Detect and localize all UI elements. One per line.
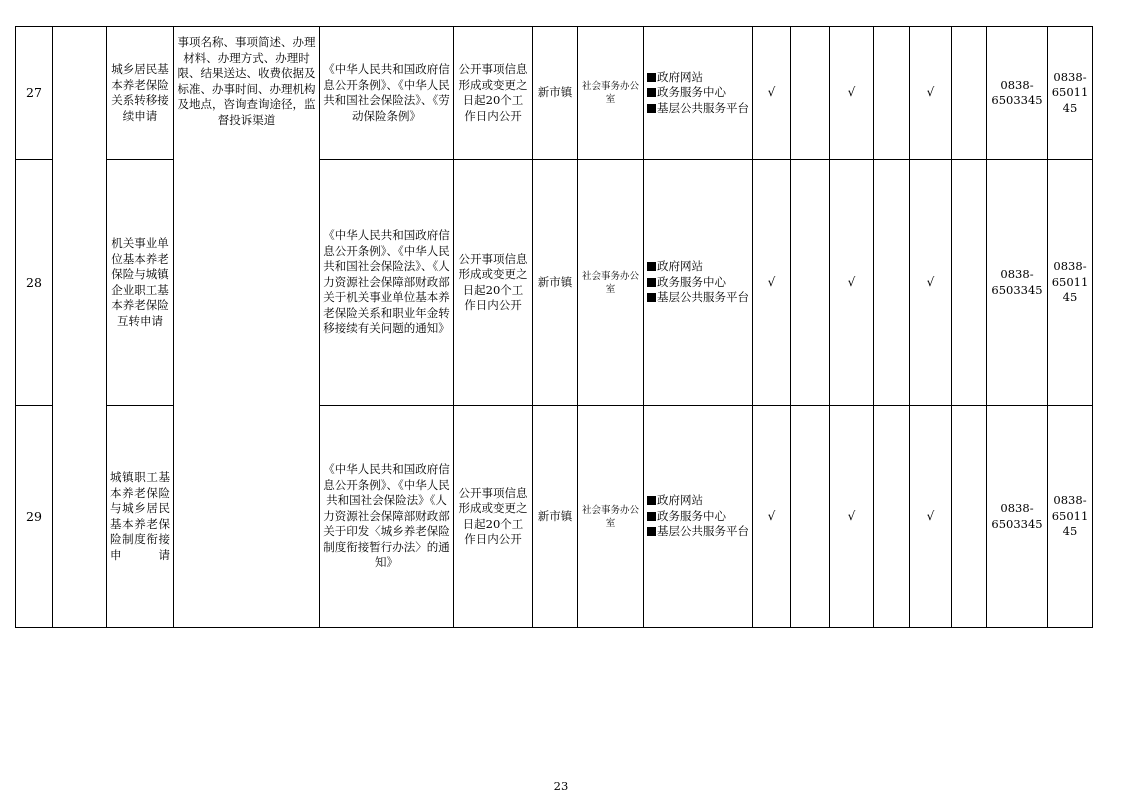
check-cell-empty <box>952 27 987 160</box>
item-name: 城镇职工基本养老保险与城乡居民基本养老保险制度衔接申请 <box>107 406 174 628</box>
channel-item: 政府网站 <box>647 259 749 275</box>
check-mark: √ <box>910 160 952 406</box>
complaint-phone: 0838-65011 45 <box>1048 27 1093 160</box>
contact-phone: 0838-6503345 <box>987 406 1048 628</box>
filled-square-icon <box>647 262 656 271</box>
check-cell-empty <box>874 160 910 406</box>
check-cell-empty <box>874 27 910 160</box>
table-row <box>16 27 1093 160</box>
complaint-phone: 0838-65011 45 <box>1048 406 1093 628</box>
disclosure-subject: 新市镇 <box>533 160 578 406</box>
check-cell-empty <box>952 160 987 406</box>
item-name: 机关事业单位基本养老保险与城镇企业职工基本养老保险互转申请 <box>107 160 174 406</box>
check-mark: √ <box>830 406 874 628</box>
check-mark: √ <box>910 406 952 628</box>
check-cell-empty <box>952 406 987 628</box>
channel-item: 基层公共服务平台 <box>647 101 749 117</box>
disclosure-basis: 《中华人民共和国政府信息公开条例》、《中华人民共和国社会保险法》、《人力资源社会保障部财政部关于机关事业单位基本养老保险关系和职业年金转移接续有关问题的通知》 <box>320 160 454 406</box>
category-cell <box>53 27 107 628</box>
filled-square-icon <box>647 496 656 505</box>
disclosure-table <box>15 26 1093 628</box>
disclosure-channels <box>644 406 753 628</box>
filled-square-icon <box>647 104 656 113</box>
channel-item: 政务服务中心 <box>647 275 749 291</box>
time-limit: 公开事项信息形成或变更之日起20个工作日内公开 <box>454 406 533 628</box>
check-cell-empty <box>791 27 830 160</box>
channel-item: 政务服务中心 <box>647 85 749 101</box>
channel-item: 基层公共服务平台 <box>647 524 749 540</box>
responsible-office: 社会事务办公室 <box>578 160 644 406</box>
filled-square-icon <box>647 88 656 97</box>
page-number: 23 <box>553 779 569 793</box>
filled-square-icon <box>647 73 656 82</box>
check-mark: √ <box>753 406 791 628</box>
check-cell-empty <box>874 406 910 628</box>
check-cell-empty <box>791 406 830 628</box>
disclosure-basis: 《中华人民共和国政府信息公开条例》、《中华人民共和国社会保险法》《人力资源社会保障部财政部关于印发〈城乡养老保险制度衔接暂行办法〉的通知》 <box>320 406 454 628</box>
check-mark: √ <box>753 160 791 406</box>
disclosure-channels <box>644 160 753 406</box>
contact-phone: 0838-6503345 <box>987 27 1048 160</box>
contact-phone: 0838-6503345 <box>987 160 1048 406</box>
row-number: 29 <box>16 406 53 628</box>
check-mark: √ <box>753 27 791 160</box>
filled-square-icon <box>647 293 656 302</box>
row-number: 27 <box>16 27 53 160</box>
responsible-office: 社会事务办公室 <box>578 27 644 160</box>
time-limit: 公开事项信息形成或变更之日起20个工作日内公开 <box>454 160 533 406</box>
disclosure-basis: 《中华人民共和国政府信息公开条例》、《中华人民共和国社会保险法》、《劳动保险条例》 <box>320 27 454 160</box>
filled-square-icon <box>647 512 656 521</box>
disclosure-subject: 新市镇 <box>533 406 578 628</box>
complaint-phone: 0838-65011 45 <box>1048 160 1093 406</box>
check-mark: √ <box>830 160 874 406</box>
row-number: 28 <box>16 160 53 406</box>
filled-square-icon <box>647 527 656 536</box>
channel-item: 政府网站 <box>647 70 749 86</box>
channel-item: 政府网站 <box>647 493 749 509</box>
check-cell-empty <box>791 160 830 406</box>
channel-item: 政务服务中心 <box>647 509 749 525</box>
disclosure-content: 事项名称、事项简述、办理材料、办理方式、办理时限、结果送达、收费依据及标准、办事时间、办理机构及地点，咨询查询途径，监督投诉渠道 <box>174 27 320 628</box>
time-limit: 公开事项信息形成或变更之日起20个工作日内公开 <box>454 27 533 160</box>
item-name: 城乡居民基本养老保险关系转移接续申请 <box>107 27 174 160</box>
channel-item: 基层公共服务平台 <box>647 290 749 306</box>
check-mark: √ <box>830 27 874 160</box>
responsible-office: 社会事务办公室 <box>578 406 644 628</box>
disclosure-channels <box>644 27 753 160</box>
filled-square-icon <box>647 278 656 287</box>
check-mark: √ <box>910 27 952 160</box>
disclosure-subject: 新市镇 <box>533 27 578 160</box>
